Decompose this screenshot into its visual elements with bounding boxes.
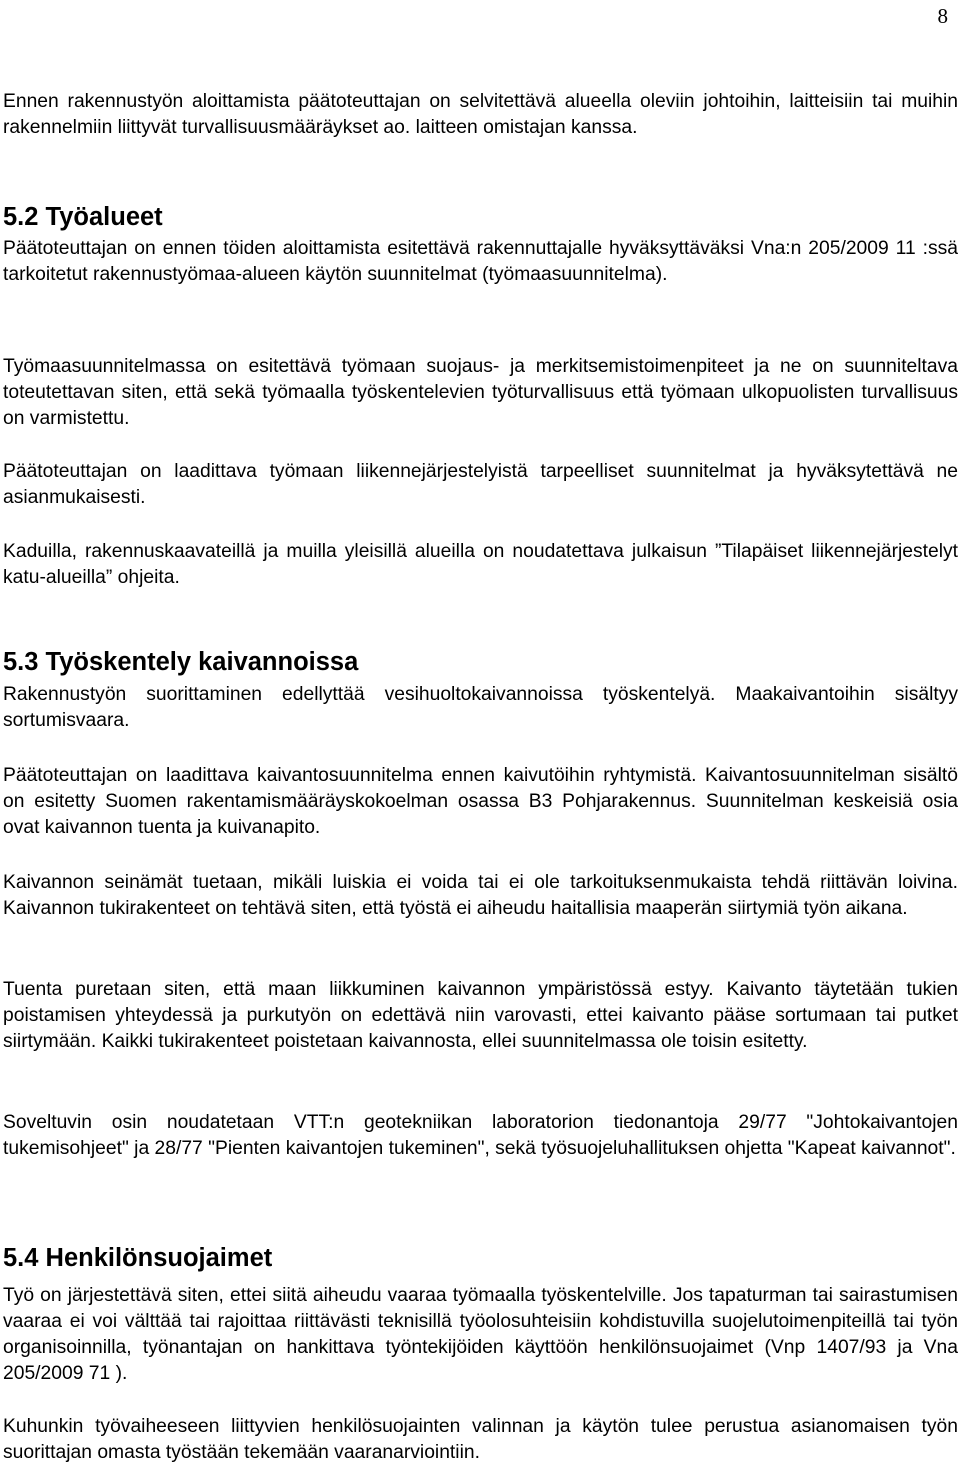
paragraph: Kaduilla, rakennuskaavateillä ja muilla yleisillä alueilla on noudatettava julkaisun ”Tilapäiset liikennejärjestelyt katu-alueilla” ohjeita. [3,541,958,588]
paragraph: Kuhunkin työvaiheeseen liittyvien henkilösuojainten valinnan ja käytön tulee perustua asianomaisen työn suorittajan omasta työstään tekemään vaaranarviointiin. [3,1416,958,1463]
paragraph: Työ on järjestettävä siten, ettei siitä aiheudu vaaraa työmaalla työskentelville. Jos tapaturman tai sairastumisen vaaraa ei voi välttää tai rajoittaa riittävästi teknisillä työolosuhteisiin kohdistuvilla suojelutoimenpiteillä tai työn organisoinnilla, työnantajan on hankittava työntekijöiden käyttöön henkilönsuojaimet (Vnp 1407/93 ja Vna 205/2009 71 ). [3,1285,958,1384]
paragraph: Päätoteuttajan on ennen töiden aloittamista esitettävä rakennuttajalle hyväksyttäväksi Vna:n 205/2009 11 :ssä tarkoitetut rakennustyömaa-alueen käytön suunnitelmat (työmaasuunnitelma). [3,238,958,285]
section-heading-5-3: 5.3 Työskentely kaivannoissa [3,648,359,676]
intro-paragraph: Ennen rakennustyön aloittamista päätoteuttajan on selvitettävä alueella oleviin johtoihin, laitteisiin tai muihin rakennelmiin liittyvät turvallisuusmääräykset ao. laitteen omistajan kanssa. [3,91,958,138]
paragraph: Päätoteuttajan on laadittava kaivantosuunnitelma ennen kaivutöihin ryhtymistä. Kaivantosuunnitelman sisältö on esitetty Suomen rakentamismääräyskokoelman osassa B3 Pohjarakennus. Suunnitelman keskeisiä osia ovat kaivannon tuenta ja kuivanapito. [3,765,958,838]
section-heading-5-2: 5.2 Työalueet [3,203,163,231]
paragraph: Työmaasuunnitelmassa on esitettävä työmaan suojaus- ja merkitsemistoimenpiteet ja ne on suunniteltava toteutettavan siten, että sekä työmaalla työskentelevien työturvallisuus että työmaan ulkopuolisten turvallisuus on varmistettu. [3,356,958,429]
paragraph: Soveltuvin osin noudatetaan VTT:n geotekniikan laboratorion tiedonantoja 29/77 "Johtokaivantojen tukemisohjeet" ja 28/77 "Pienten kaivantojen tukeminen", sekä työsuojeluhallituksen ohjetta "Kapeat kaivannot". [3,1112,958,1159]
page-number: 8 [937,4,948,28]
paragraph: Kaivannon seinämät tuetaan, mikäli luiskia ei voida tai ei ole tarkoituksenmukaista tehdä riittävän loivina. Kaivannon tukirakenteet on tehtävä siten, että työstä ei aiheudu haitallisia maaperän siirtymiä työn aikana. [3,872,958,919]
paragraph: Päätoteuttajan on laadittava työmaan liikennejärjestelyistä tarpeelliset suunnitelmat ja hyväksytettävä ne asianmukaisesti. [3,461,958,508]
paragraph: Rakennustyön suorittaminen edellyttää vesihuoltokaivannoissa työskentelyä. Maakaivantoihin sisältyy sortumisvaara. [3,684,958,731]
section-heading-5-4: 5.4 Henkilönsuojaimet [3,1244,273,1272]
paragraph: Tuenta puretaan siten, että maan liikkuminen kaivannon ympäristössä estyy. Kaivanto täytetään tukien poistamisen yhteydessä ja purkutyön on edettävä niin varovasti, ettei kaivanto pääse sortumaan tai putket siirtymään. Kaikki tukirakenteet poistetaan kaivannosta, ellei suunnitelmassa ole toisin esitetty. [3,979,958,1052]
